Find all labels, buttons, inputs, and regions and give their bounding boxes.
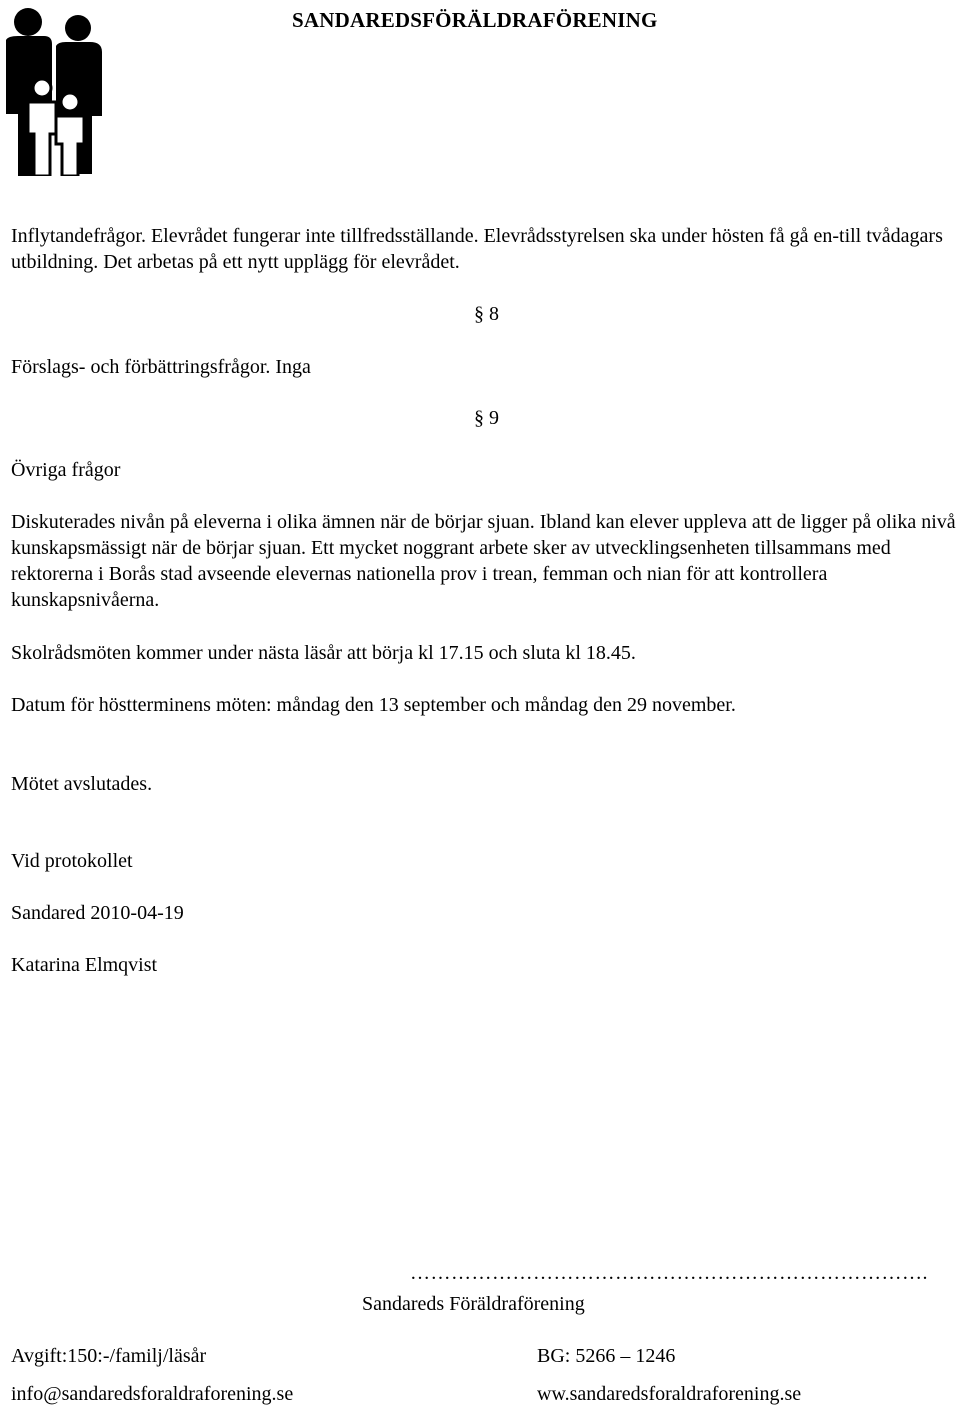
paragraph-forslags: Förslags- och förbättringsfrågor. Inga: [11, 356, 311, 378]
paragraph-inflytande: Inflytandefrågor. Elevrådet fungerar inte tillfredsställande. Elevrådsstyrelsen ska under hösten få gå en-till tvådagars utbildning. Det arbetas på ett nytt upplägg för elevrådet.: [11, 225, 943, 273]
paragraph-signatory: Katarina Elmqvist: [11, 954, 158, 976]
footer-bankgiro: BG: 5266 – 1246: [537, 1345, 676, 1367]
paragraph-ovriga: Övriga frågor: [11, 459, 121, 481]
section-8-heading: § 8: [474, 303, 499, 325]
paragraph-date-place: Sandared 2010-04-19: [11, 902, 184, 924]
paragraph-motet: Mötet avslutades.: [11, 773, 153, 795]
section-9-heading: § 9: [474, 407, 499, 429]
org-title: SANDAREDSFÖRÄLDRAFÖRENING: [292, 8, 658, 32]
paragraph-skolrad: Skolrådsmöten kommer under nästa läsår att börja kl 17.15 och sluta kl 18.45.: [11, 642, 636, 664]
paragraph-diskuterades: Diskuterades nivån på eleverna i olika ämnen när de börjar sjuan. Ibland kan elever uppleva att de ligger på olika nivå kunskapsmässigt när de börjar sjuan. Ett mycket noggrant arbete sker av utvecklingsenheten tillsammans med rektorerna i Borås stad avseende elevernas nationella prov i trean, femman och nian för att kontrollera kunskapsnivåerna.: [11, 511, 956, 611]
paragraph-vid-protokollet: Vid protokollet: [11, 850, 133, 872]
footer-dotted-line: ………………………………………………………………….: [410, 1262, 928, 1284]
paragraph-datum: Datum för höstterminens möten: måndag den 13 september och måndag den 29 november.: [11, 694, 736, 716]
footer-fee: Avgift:150:-/familj/läsår: [11, 1345, 207, 1367]
family-silhouette-icon: [4, 4, 104, 176]
footer-website-link[interactable]: ww.sandaredsforaldraforening.se: [537, 1383, 802, 1405]
footer-email-link[interactable]: info@sandaredsforaldraforening.se: [11, 1383, 294, 1405]
footer-org-name: Sandareds Föräldraförening: [362, 1293, 585, 1315]
